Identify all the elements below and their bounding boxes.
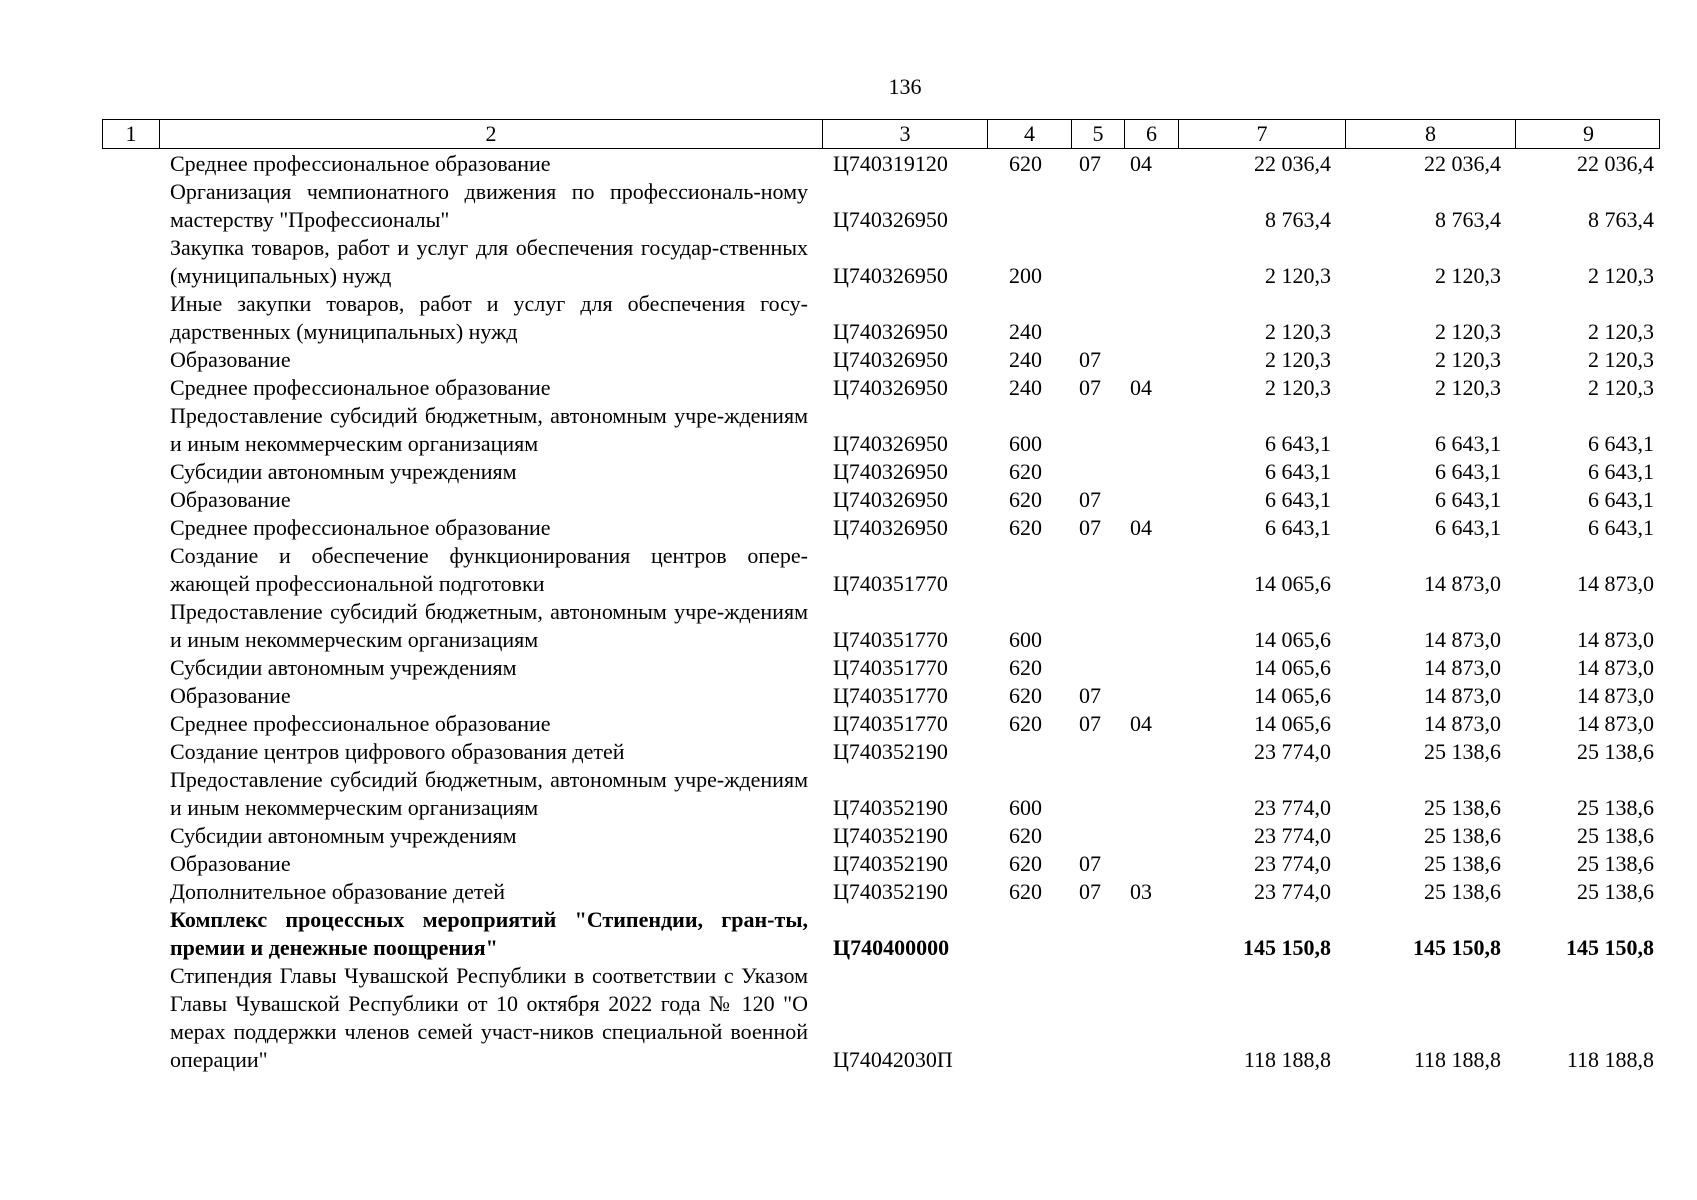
col7-value: 8 763,4 — [1265, 207, 1331, 232]
row-description: Предоставление субсидий бюджетным, автономным учре-ждениям и иным некоммерческим организациям — [170, 403, 808, 456]
col7-value: 23 774,0 — [1254, 795, 1331, 820]
col7-value: 6 643,1 — [1265, 515, 1331, 540]
col9-value: 25 138,6 — [1577, 823, 1654, 848]
col8-value: 6 643,1 — [1435, 487, 1501, 512]
col7-value: 14 065,6 — [1254, 711, 1331, 736]
code-cell: Ц740326950 — [833, 487, 948, 512]
col9-value: 25 138,6 — [1577, 879, 1654, 904]
col4-cell: 600 — [1009, 627, 1042, 652]
col7-value: 145 150,8 — [1243, 935, 1331, 960]
col7-value: 23 774,0 — [1254, 739, 1331, 764]
col4-cell: 240 — [1009, 347, 1042, 372]
col4-cell: 620 — [1009, 879, 1042, 904]
table-row — [0, 346, 1697, 374]
code-cell: Ц74042030П — [833, 1047, 953, 1072]
col8-value: 6 643,1 — [1435, 515, 1501, 540]
col8-value: 2 120,3 — [1435, 263, 1501, 288]
col5-cell: 07 — [1079, 487, 1101, 512]
header-col-6: 6 — [1125, 120, 1179, 148]
code-cell: Ц740352190 — [833, 823, 948, 848]
table-row — [0, 458, 1697, 486]
col8-value: 2 120,3 — [1435, 375, 1501, 400]
table-row — [0, 654, 1697, 682]
col8-value: 25 138,6 — [1424, 879, 1501, 904]
table-row — [0, 738, 1697, 766]
table-row — [0, 682, 1697, 710]
col9-value: 6 643,1 — [1588, 431, 1654, 456]
table-row — [0, 878, 1697, 906]
col7-value: 2 120,3 — [1265, 319, 1331, 344]
row-description: Среднее профессиональное образование — [170, 151, 551, 176]
col6-cell: 04 — [1130, 515, 1152, 540]
row-description: Среднее профессиональное образование — [170, 515, 551, 540]
col8-value: 14 873,0 — [1424, 683, 1501, 708]
col8-value: 6 643,1 — [1435, 431, 1501, 456]
col7-value: 14 065,6 — [1254, 683, 1331, 708]
header-col-1: 1 — [103, 120, 160, 148]
table-row — [0, 514, 1697, 542]
col5-cell: 07 — [1079, 711, 1101, 736]
header-col-4: 4 — [988, 120, 1072, 148]
col9-value: 6 643,1 — [1588, 487, 1654, 512]
col9-value: 25 138,6 — [1577, 739, 1654, 764]
code-cell: Ц740351770 — [833, 571, 948, 596]
col4-cell: 620 — [1009, 683, 1042, 708]
col9-value: 25 138,6 — [1577, 795, 1654, 820]
col7-value: 23 774,0 — [1254, 879, 1331, 904]
code-cell: Ц740326950 — [833, 347, 948, 372]
row-description: Закупка товаров, работ и услуг для обеспечения государ-ственных (муниципальных) нужд — [170, 235, 808, 288]
code-cell: Ц740352190 — [833, 851, 948, 876]
col9-value: 14 873,0 — [1577, 627, 1654, 652]
col8-value: 14 873,0 — [1424, 711, 1501, 736]
table-row — [0, 906, 1697, 962]
col4-cell: 620 — [1009, 515, 1042, 540]
code-cell: Ц740351770 — [833, 711, 948, 736]
code-cell: Ц740351770 — [833, 655, 948, 680]
row-description: Иные закупки товаров, работ и услуг для обеспечения госу-дарственных (муниципальных) нужд — [170, 291, 808, 344]
col7-value: 2 120,3 — [1265, 263, 1331, 288]
col5-cell: 07 — [1079, 375, 1101, 400]
row-description: Субсидии автономным учреждениям — [170, 655, 517, 680]
code-cell: Ц740351770 — [833, 627, 948, 652]
col9-value: 2 120,3 — [1588, 263, 1654, 288]
col6-cell: 04 — [1130, 151, 1152, 176]
row-description: Среднее профессиональное образование — [170, 711, 551, 736]
col9-value: 6 643,1 — [1588, 459, 1654, 484]
col7-value: 14 065,6 — [1254, 571, 1331, 596]
code-cell: Ц740326950 — [833, 431, 948, 456]
col5-cell: 07 — [1079, 683, 1101, 708]
col7-value: 14 065,6 — [1254, 655, 1331, 680]
code-cell: Ц740326950 — [833, 207, 948, 232]
col9-value: 8 763,4 — [1588, 207, 1654, 232]
header-col-9: 9 — [1583, 121, 1594, 146]
code-cell: Ц740326950 — [833, 459, 948, 484]
table-row — [0, 850, 1697, 878]
table-row — [0, 962, 1697, 1074]
col6-cell: 03 — [1130, 879, 1152, 904]
row-description: Предоставление субсидий бюджетным, автономным учре-ждениям и иным некоммерческим организациям — [170, 767, 808, 820]
page-number: 136 — [888, 74, 922, 99]
table-row — [0, 402, 1697, 458]
table-row — [0, 374, 1697, 402]
col4-cell: 620 — [1009, 823, 1042, 848]
col6-cell: 04 — [1130, 711, 1152, 736]
col4-cell: 620 — [1009, 851, 1042, 876]
col8-value: 25 138,6 — [1424, 795, 1501, 820]
col5-cell: 07 — [1079, 347, 1101, 372]
table-row — [0, 542, 1697, 598]
col8-value: 14 873,0 — [1424, 655, 1501, 680]
col8-value: 22 036,4 — [1424, 151, 1501, 176]
code-cell: Ц740326950 — [833, 263, 948, 288]
col9-value: 14 873,0 — [1577, 711, 1654, 736]
col4-cell: 200 — [1009, 263, 1042, 288]
col7-value: 6 643,1 — [1265, 431, 1331, 456]
col7-value: 118 188,8 — [1243, 1047, 1331, 1072]
col9-value: 2 120,3 — [1588, 347, 1654, 372]
col7-value: 6 643,1 — [1265, 459, 1331, 484]
table-row — [0, 178, 1697, 234]
code-cell: Ц740352190 — [833, 879, 948, 904]
col5-cell: 07 — [1079, 851, 1101, 876]
row-description: Субсидии автономным учреждениям — [170, 823, 517, 848]
col7-value: 2 120,3 — [1265, 347, 1331, 372]
col5-cell: 07 — [1079, 151, 1101, 176]
col9-value: 14 873,0 — [1577, 655, 1654, 680]
row-description: Образование — [170, 683, 291, 708]
table-row — [0, 150, 1697, 178]
code-cell: Ц740352190 — [833, 739, 948, 764]
table-row — [0, 290, 1697, 346]
row-description: Образование — [170, 347, 291, 372]
header-col-2: 2 — [160, 120, 823, 148]
col4-cell: 620 — [1009, 711, 1042, 736]
col5-cell: 07 — [1079, 515, 1101, 540]
row-description: Создание центров цифрового образования детей — [170, 739, 625, 764]
code-cell: Ц740326950 — [833, 319, 948, 344]
col9-value: 14 873,0 — [1577, 571, 1654, 596]
table-header — [102, 119, 1660, 149]
col4-cell: 600 — [1009, 795, 1042, 820]
col7-value: 23 774,0 — [1254, 851, 1331, 876]
col4-cell: 620 — [1009, 655, 1042, 680]
code-cell: Ц740326950 — [833, 375, 948, 400]
col7-value: 22 036,4 — [1254, 151, 1331, 176]
col7-value: 2 120,3 — [1265, 375, 1331, 400]
col8-value: 25 138,6 — [1424, 739, 1501, 764]
col7-value: 14 065,6 — [1254, 627, 1331, 652]
col9-value: 145 150,8 — [1566, 935, 1654, 960]
col4-cell: 240 — [1009, 375, 1042, 400]
header-col-8: 8 — [1346, 120, 1516, 148]
row-description: Среднее профессиональное образование — [170, 375, 551, 400]
col8-value: 145 150,8 — [1413, 935, 1501, 960]
col7-value: 23 774,0 — [1254, 823, 1331, 848]
col7-value: 6 643,1 — [1265, 487, 1331, 512]
table-row — [0, 598, 1697, 654]
col4-cell: 600 — [1009, 431, 1042, 456]
col8-value: 25 138,6 — [1424, 851, 1501, 876]
col4-cell: 620 — [1009, 151, 1042, 176]
header-col-3: 3 — [823, 120, 988, 148]
code-cell: Ц740400000 — [833, 935, 950, 960]
header-col-7: 7 — [1179, 120, 1346, 148]
row-description: Субсидии автономным учреждениям — [170, 459, 517, 484]
row-description: Образование — [170, 851, 291, 876]
code-cell: Ц740319120 — [833, 151, 948, 176]
col9-value: 2 120,3 — [1588, 375, 1654, 400]
table-row — [0, 234, 1697, 290]
col8-value: 118 188,8 — [1413, 1047, 1501, 1072]
col4-cell: 620 — [1009, 459, 1042, 484]
row-description: Предоставление субсидий бюджетным, автономным учре-ждениям и иным некоммерческим организациям — [170, 599, 808, 652]
table-row — [0, 486, 1697, 514]
code-cell: Ц740351770 — [833, 683, 948, 708]
col8-value: 14 873,0 — [1424, 627, 1501, 652]
code-cell: Ц740326950 — [833, 515, 948, 540]
row-description: Комплекс процессных мероприятий "Стипендии, гран-ты, премии и денежные поощрения" — [170, 907, 808, 960]
col9-value: 2 120,3 — [1588, 319, 1654, 344]
col9-value: 14 873,0 — [1577, 683, 1654, 708]
table-row — [0, 766, 1697, 822]
col9-value: 6 643,1 — [1588, 515, 1654, 540]
col8-value: 2 120,3 — [1435, 347, 1501, 372]
row-description: Организация чемпионатного движения по профессиональ-ному мастерству "Профессионалы" — [170, 179, 808, 232]
col8-value: 2 120,3 — [1435, 319, 1501, 344]
table-body — [0, 150, 1697, 1074]
col8-value: 6 643,1 — [1435, 459, 1501, 484]
row-description: Дополнительное образование детей — [170, 879, 506, 904]
code-cell: Ц740352190 — [833, 795, 948, 820]
row-description: Стипендия Главы Чувашской Республики в соответствии с Указом Главы Чувашской Республики от 10 октября 2022 года № 120 "О мерах поддержки членов семей участ-ников специальной военной операции" — [170, 963, 808, 1072]
col9-value: 22 036,4 — [1577, 151, 1654, 176]
col6-cell: 04 — [1130, 375, 1152, 400]
row-description: Образование — [170, 487, 291, 512]
col9-value: 25 138,6 — [1577, 851, 1654, 876]
row-description: Создание и обеспечение функционирования центров опере-жающей профессиональной подготовки — [170, 543, 808, 596]
col9-value: 118 188,8 — [1566, 1047, 1654, 1072]
table-row — [0, 822, 1697, 850]
col4-cell: 240 — [1009, 319, 1042, 344]
col8-value: 8 763,4 — [1435, 207, 1501, 232]
col4-cell: 620 — [1009, 487, 1042, 512]
col5-cell: 07 — [1079, 879, 1101, 904]
col8-value: 14 873,0 — [1424, 571, 1501, 596]
col8-value: 25 138,6 — [1424, 823, 1501, 848]
header-col-5: 5 — [1072, 120, 1125, 148]
table-row — [0, 710, 1697, 738]
